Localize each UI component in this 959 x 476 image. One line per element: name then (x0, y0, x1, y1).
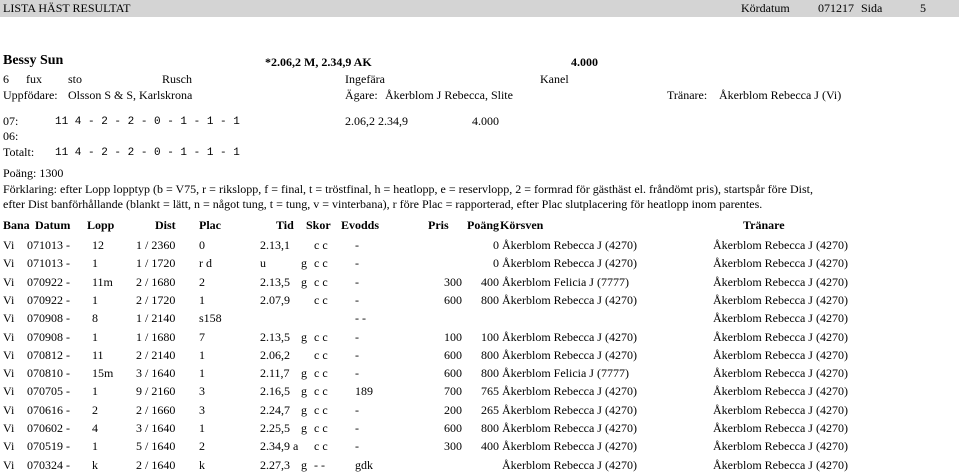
table-row (0, 439, 959, 457)
cell-datum: 070922 - (27, 292, 70, 307)
table-row (0, 421, 959, 439)
cell-evodds: gdk (355, 457, 373, 472)
cell-tranare: Åkerblom Rebecca J (4270) (713, 292, 848, 307)
cell-evodds: - (355, 347, 359, 362)
cell-plac: 7 (199, 329, 205, 344)
cell-poang: 100 (481, 329, 499, 344)
cell-lopp: 1 (92, 439, 98, 454)
horse-earnings: 4.000 (571, 55, 598, 69)
cell-tranare: Åkerblom Rebecca J (4270) (713, 457, 848, 472)
cell-dist: 2 / 2140 (136, 347, 176, 362)
cell-bana: Vi (3, 347, 15, 362)
owner-value: Åkerblom J Rebecca, Slite (385, 88, 513, 102)
cell-korsven: Åkerblom Rebecca J (4270) (502, 347, 637, 362)
table-row (0, 330, 959, 348)
cell-skor: - - (314, 457, 325, 472)
cell-skor: c c (314, 329, 328, 344)
cell-plac: 3 (199, 384, 205, 399)
header-bar (0, 0, 959, 17)
cell-bana: Vi (3, 274, 15, 289)
page-label: Sida (861, 1, 883, 15)
cell-evodds: - (355, 274, 359, 289)
cell-poang: 0 (493, 238, 499, 252)
cell-plac: 1 (199, 347, 205, 362)
col-datum: Datum (35, 218, 71, 232)
cell-poang: 765 (481, 384, 499, 399)
cell-lopp: 1 (92, 384, 98, 399)
cell-g: g (301, 329, 307, 344)
cell-pris: 300 (444, 274, 462, 289)
horse-name: Bessy Sun (3, 53, 64, 68)
cell-plac: 2 (199, 439, 205, 454)
cell-tranare: Åkerblom Rebecca J (4270) (713, 439, 848, 454)
cell-g: g (301, 274, 307, 289)
col-korsven: Körsven (500, 218, 544, 232)
cell-tid: 2.13,5 (260, 274, 290, 289)
cell-poang: 800 (481, 366, 499, 381)
cell-skor: c c (314, 402, 328, 417)
horse-record: *2.06,2 M, 2.34,9 AK (265, 55, 372, 69)
cell-poang: 265 (481, 402, 499, 417)
cell-dist: 2 / 1640 (136, 457, 176, 472)
cell-poang: 400 (481, 439, 499, 454)
cell-datum: 070812 - (27, 347, 70, 362)
cell-tid: 2.06,2 (260, 347, 290, 362)
cell-tranare: Åkerblom Rebecca J (4270) (713, 347, 848, 362)
cell-tid: 2.16,5 (260, 384, 290, 399)
horse-color: fux (26, 72, 42, 86)
cell-tranare: Åkerblom Rebecca J (4270) (713, 274, 848, 289)
cell-pris: 300 (444, 439, 462, 454)
breeder-label: Uppfödare: (3, 88, 58, 102)
cell-tid: 2.27,3 (260, 457, 290, 472)
table-row (0, 275, 959, 293)
cell-plac: 3 (199, 402, 205, 417)
col-tid: Tid (276, 218, 294, 232)
col-pris: Pris (428, 218, 449, 232)
cell-tranare: Åkerblom Rebecca J (4270) (713, 256, 848, 271)
col-tranare: Tränare (743, 218, 785, 232)
page-value: 5 (920, 1, 926, 15)
year07-label: 07: (3, 114, 19, 128)
cell-lopp: 1 (92, 329, 98, 344)
cell-bana: Vi (3, 366, 15, 381)
table-row (0, 458, 959, 476)
cell-evodds: - (355, 292, 359, 307)
cell-evodds: - (355, 439, 359, 454)
col-dist: Dist (155, 218, 176, 232)
cell-lopp: 1 (92, 256, 98, 271)
cell-datum: 070908 - (27, 329, 70, 344)
cell-korsven: Åkerblom Felicia J (7777) (502, 366, 629, 381)
cell-tid: 2.11,7 (260, 366, 290, 381)
cell-lopp: 1 (92, 292, 98, 307)
cell-bana: Vi (3, 421, 15, 435)
table-row (0, 366, 959, 384)
cell-lopp: 8 (92, 311, 98, 326)
cell-dist: 1 / 2140 (136, 311, 176, 326)
cell-pris: 600 (444, 347, 462, 362)
cell-plac: 2 (199, 274, 205, 289)
cell-datum: 070922 - (27, 274, 70, 289)
cell-tid: 2.07,9 (260, 292, 290, 307)
cell-evodds: - (355, 238, 359, 252)
cell-tranare: Åkerblom Rebecca J (4270) (713, 421, 848, 435)
cell-poang: 800 (481, 292, 499, 307)
cell-bana: Vi (3, 256, 15, 271)
trainer-value: Åkerblom Rebecca J (Vi) (719, 88, 842, 102)
cell-korsven: Åkerblom Rebecca J (4270) (502, 421, 637, 435)
cell-lopp: 11 (92, 347, 104, 362)
table-row (0, 348, 959, 366)
points: Poäng: 1300 (3, 166, 64, 180)
cell-plac: s158 (199, 311, 222, 326)
horse-damsire: Kanel (540, 72, 569, 86)
cell-g: g (301, 366, 307, 381)
cell-korsven: Åkerblom Rebecca J (4270) (502, 238, 637, 252)
table-row (0, 384, 959, 402)
cell-skor: c c (314, 439, 328, 454)
cell-lopp: 4 (92, 421, 98, 435)
col-skor: Skor (306, 218, 331, 232)
cell-skor: c c (314, 366, 328, 381)
cell-skor: c c (314, 421, 328, 435)
cell-lopp: 2 (92, 402, 98, 417)
cell-datum: 070908 - (27, 311, 70, 326)
cell-plac: r d (199, 256, 212, 271)
cell-plac: k (199, 457, 205, 472)
cell-bana: Vi (3, 402, 15, 417)
cell-bana: Vi (3, 329, 15, 344)
trainer-label: Tränare: (667, 88, 708, 102)
cell-lopp: 12 (92, 238, 104, 252)
cell-korsven: Åkerblom Rebecca J (4270) (502, 329, 637, 344)
cell-evodds: - (355, 366, 359, 381)
cell-bana: Vi (3, 311, 15, 326)
cell-dist: 1 / 2360 (136, 238, 176, 252)
table-row (0, 238, 959, 256)
cell-korsven: Åkerblom Felicia J (7777) (502, 274, 629, 289)
cell-bana: Vi (3, 457, 15, 472)
cell-datum: 070810 - (27, 366, 70, 381)
cell-evodds: - (355, 421, 359, 435)
col-plac: Plac (199, 218, 221, 232)
table-header (0, 218, 959, 236)
cell-lopp: 11m (92, 274, 113, 289)
horse-sex: sto (68, 72, 83, 86)
cell-poang: 800 (481, 347, 499, 362)
explanation-line-1: Förklaring: efter Lopp lopptyp (b = V75, r = rikslopp, f = final, t = tröstfinal, h = heatlopp, e = reservlopp, 2 = formrad för gästhäst el. fråndömt pris), startspår före Dist, (3, 182, 813, 196)
cell-bana: Vi (3, 292, 15, 307)
cell-datum: 071013 - (27, 238, 70, 252)
cell-bana: Vi (3, 238, 15, 252)
cell-tid: 2.34,9 a (260, 439, 299, 454)
year06-label: 06: (3, 129, 19, 143)
year07-earnings: 4.000 (472, 114, 499, 128)
cell-lopp: 15m (92, 366, 114, 381)
cell-dist: 1 / 1720 (136, 256, 176, 271)
cell-datum: 070705 - (27, 384, 70, 399)
cell-evodds: - (355, 402, 359, 417)
cell-g: g (301, 384, 307, 399)
table-row (0, 293, 959, 311)
cell-poang: 800 (481, 421, 499, 435)
cell-tranare: Åkerblom Rebecca J (4270) (713, 329, 848, 344)
cell-dist: 3 / 1640 (136, 421, 176, 435)
year07-stats: 11 4 - 2 - 2 - 0 - 1 - 1 - 1 (55, 116, 240, 128)
cell-tid: 2.13,1 (260, 238, 290, 252)
cell-datum: 070324 - (27, 457, 70, 472)
cell-tid: 2.25,5 (260, 421, 290, 435)
cell-skor: c c (314, 384, 328, 399)
cell-dist: 2 / 1720 (136, 292, 176, 307)
date-value: 071217 (818, 1, 854, 15)
horse-dam: Ingefära (345, 72, 385, 86)
cell-tranare: Åkerblom Rebecca J (4270) (713, 238, 848, 252)
cell-g: g (301, 457, 307, 472)
date-label: Kördatum (741, 1, 790, 15)
cell-plac: 0 (199, 238, 205, 252)
year07-record: 2.06,2 2.34,9 (345, 114, 408, 128)
cell-lopp: k (92, 457, 98, 472)
col-bana: Bana (3, 218, 30, 232)
explanation-line-2: efter Dist banförhållande (blankt = lätt, n = något tung, t = tung, v = vinterbana), r före Plac = rapporterad, efter Plac slutplacering för heatlopp inom parentes. (3, 197, 763, 211)
cell-korsven: Åkerblom Rebecca J (4270) (502, 384, 637, 399)
cell-g: g (301, 421, 307, 435)
cell-dist: 3 / 1640 (136, 366, 176, 381)
cell-plac: 1 (199, 421, 205, 435)
breeder-value: Olsson S & S, Karlskrona (68, 88, 193, 102)
horse-age: 6 (3, 72, 9, 86)
cell-poang: 400 (481, 274, 499, 289)
cell-pris: 200 (444, 402, 462, 417)
cell-korsven: Åkerblom Rebecca J (4270) (502, 292, 637, 307)
cell-tid: 2.24,7 (260, 402, 290, 417)
cell-pris: 600 (444, 366, 462, 381)
cell-tranare: Åkerblom Rebecca J (4270) (713, 366, 848, 381)
cell-plac: 1 (199, 366, 205, 381)
cell-datum: 070519 - (27, 439, 70, 454)
table-row (0, 256, 959, 274)
total-label: Totalt: (3, 145, 35, 159)
cell-dist: 9 / 2160 (136, 384, 176, 399)
cell-korsven: Åkerblom Rebecca J (4270) (502, 457, 637, 472)
cell-plac: 1 (199, 292, 205, 307)
cell-g: g (301, 256, 307, 271)
table-row (0, 311, 959, 329)
cell-pris: 100 (444, 329, 462, 344)
cell-datum: 070602 - (27, 421, 70, 435)
cell-evodds: - - (355, 311, 366, 326)
table-row (0, 403, 959, 421)
cell-bana: Vi (3, 384, 15, 399)
cell-skor: c c (314, 256, 328, 271)
cell-dist: 2 / 1660 (136, 402, 176, 417)
cell-tid: 2.13,5 (260, 329, 290, 344)
cell-pris: 600 (444, 292, 462, 307)
horse-sire: Rusch (162, 72, 192, 86)
col-evodds: Evodds (341, 218, 380, 232)
cell-tid: u (260, 256, 266, 271)
cell-skor: c c (314, 347, 328, 362)
cell-bana: Vi (3, 439, 15, 454)
cell-korsven: Åkerblom Rebecca J (4270) (502, 439, 637, 454)
cell-korsven: Åkerblom Rebecca J (4270) (502, 256, 637, 271)
cell-evodds: - (355, 256, 359, 271)
cell-datum: 070616 - (27, 402, 70, 417)
cell-tranare: Åkerblom Rebecca J (4270) (713, 402, 848, 417)
cell-g: g (301, 402, 307, 417)
report-title: LISTA HÄST RESULTAT (3, 1, 131, 15)
cell-evodds: - (355, 329, 359, 344)
cell-dist: 1 / 1680 (136, 329, 176, 344)
owner-label: Ägare: (345, 88, 378, 102)
total-stats: 11 4 - 2 - 2 - 0 - 1 - 1 - 1 (55, 147, 240, 159)
cell-poang: 0 (493, 256, 499, 271)
cell-dist: 2 / 1680 (136, 274, 176, 289)
cell-pris: 600 (444, 421, 462, 435)
col-poang: Poäng (467, 218, 500, 232)
cell-skor: c c (314, 274, 328, 289)
cell-tranare: Åkerblom Rebecca J (4270) (713, 384, 848, 399)
cell-skor: c c (314, 238, 328, 252)
cell-korsven: Åkerblom Rebecca J (4270) (502, 402, 637, 417)
col-lopp: Lopp (87, 218, 115, 232)
cell-tranare: Åkerblom Rebecca J (4270) (713, 311, 848, 326)
cell-pris: 700 (444, 384, 462, 399)
cell-dist: 5 / 1640 (136, 439, 176, 454)
cell-datum: 071013 - (27, 256, 70, 271)
cell-skor: c c (314, 292, 328, 307)
cell-evodds: 189 (355, 384, 373, 399)
